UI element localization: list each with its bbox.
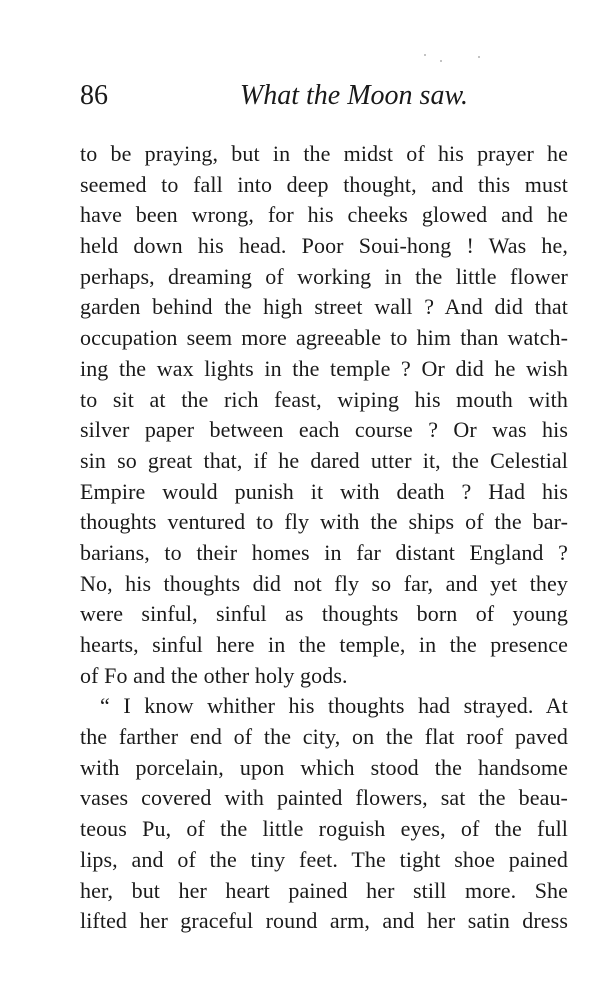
text-line: occupation seem more agreeable to him than watch- bbox=[80, 325, 568, 351]
text-line: were sinful, sinful as thoughts born of young bbox=[80, 601, 568, 627]
text-line: sin so great that, if he dared utter it, the Celestial bbox=[80, 447, 568, 473]
speck bbox=[424, 54, 426, 56]
text-line: No, his thoughts did not fly so far, and yet they bbox=[80, 570, 568, 596]
page-number: 86 bbox=[80, 80, 108, 111]
text-line: hearts, sinful here in the temple, in the presence bbox=[80, 632, 568, 657]
text-line: lifted her graceful round arm, and her satin dress bbox=[80, 908, 568, 934]
text-line: ing the wax lights in the temple ? Or did he wish bbox=[80, 355, 568, 381]
text-line: lips, and of the tiny feet. The tight shoe pained bbox=[80, 846, 568, 872]
text-line: have been wrong, for his cheeks glowed and he bbox=[80, 202, 568, 228]
text-line: her, but her heart pained her still more. She bbox=[80, 877, 568, 903]
text-line: thoughts ventured to fly with the ships of the bar- bbox=[80, 509, 568, 535]
text-line: with porcelain, upon which stood the handsome bbox=[80, 754, 568, 780]
paper-specks bbox=[418, 46, 488, 66]
text-line: to be praying, but in the midst of his prayer he bbox=[80, 141, 568, 166]
speck bbox=[440, 60, 442, 62]
text-line: of Fo and the other holy gods. bbox=[80, 662, 348, 688]
text-line: silver paper between each course ? Or was his bbox=[80, 417, 568, 443]
text-line: teous Pu, of the little roguish eyes, of the full bbox=[80, 816, 568, 842]
text-line: “ I know whither his thoughts had strayed. At bbox=[100, 693, 568, 719]
body-text bbox=[80, 139, 568, 937]
speck bbox=[478, 56, 480, 58]
running-title: What the Moon saw. bbox=[239, 80, 469, 111]
text-line: barians, to their homes in far distant England ? bbox=[80, 539, 568, 565]
text-line: vases covered with painted flowers, sat the beau- bbox=[80, 785, 568, 811]
text-line: the farther end of the city, on the flat roof paved bbox=[80, 724, 568, 750]
text-line: perhaps, dreaming of working in the little flower bbox=[80, 263, 568, 289]
text-line: seemed to fall into deep thought, and this must bbox=[80, 171, 568, 197]
text-line: held down his head. Poor Soui-hong ! Was he, bbox=[80, 233, 568, 259]
text-line: Empire would punish it with death ? Had his bbox=[80, 478, 568, 504]
running-header bbox=[80, 78, 568, 114]
text-line: garden behind the high street wall ? And did that bbox=[80, 294, 568, 320]
text-line: to sit at the rich feast, wiping his mouth with bbox=[80, 386, 568, 412]
